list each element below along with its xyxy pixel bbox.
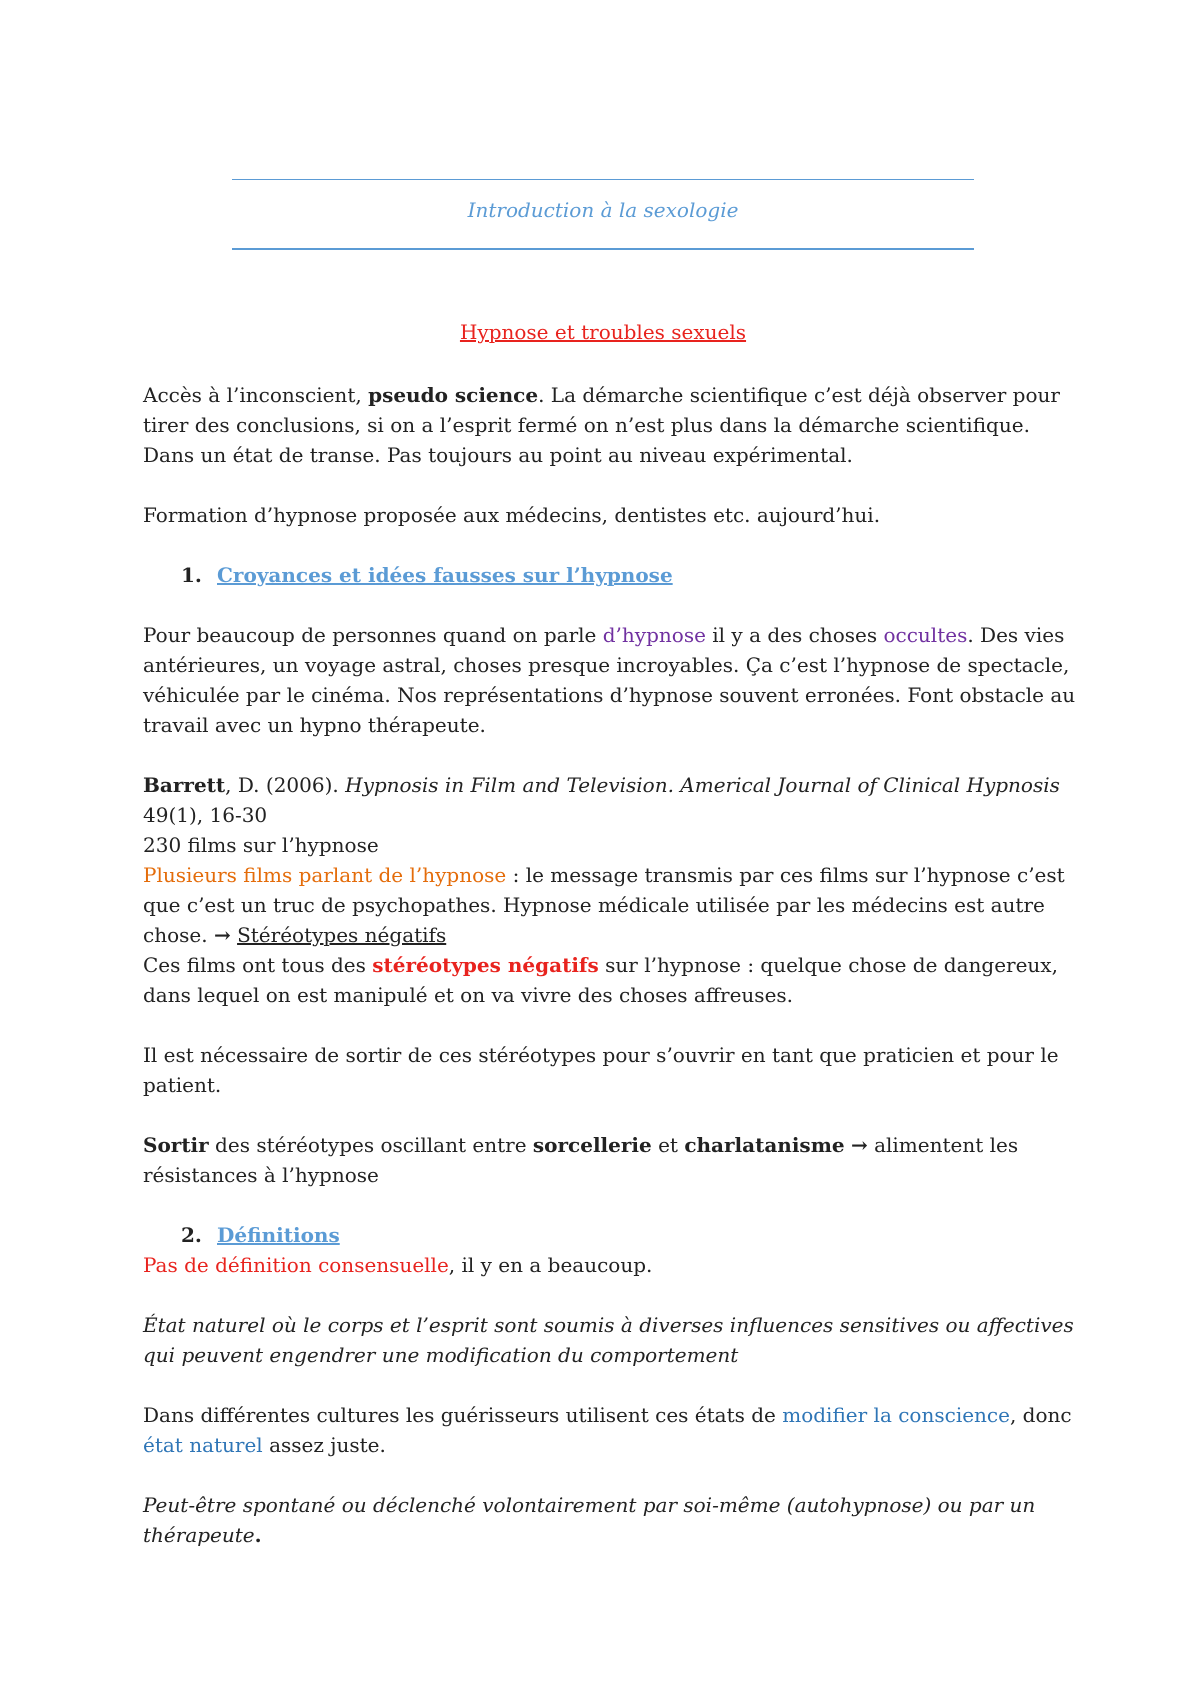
reference-citation: Barrett, D. (2006). Hypnosis in Film and Television. Americal Journal of Clinical Hypnosis <box>143 773 1060 797</box>
heading-label: Croyances et idées fausses sur l’hypnose <box>217 563 673 587</box>
heading-definitions <box>181 1220 1083 1250</box>
header-rule-top <box>232 179 974 180</box>
header-rule-bottom <box>232 248 974 250</box>
transe-paragraph: Dans un état de transe. Pas toujours au point au niveau expérimental. <box>143 443 853 467</box>
plusieurs-paragraph: Plusieurs films parlant de l’hypnose : le message transmis par ces films sur l’hypnose c’est que c’est un truc de psychopathes. Hypnose médicale utilisée par les médecins est autre chose. → Stéréotypes négatifs <box>143 863 1065 947</box>
heading-croyances <box>181 560 1083 590</box>
heading-number: 2. <box>181 1223 202 1247</box>
document-title: Introduction à la sexologie <box>467 198 739 222</box>
pseudo-science-term: pseudo science <box>368 383 539 407</box>
heading-number: 1. <box>181 563 202 587</box>
spontane-paragraph: Peut-être spontané ou déclenché volontairement par soi-même (autohypnose) ou par un thérapeute. <box>143 1493 1036 1547</box>
arrow-right-icon: → <box>213 923 231 947</box>
formation-paragraph: Formation d’hypnose proposée aux médecins, dentistes etc. aujourd’hui. <box>143 503 881 527</box>
etat-naturel-definition: État naturel où le corps et l’esprit sont soumis à diverses influences sensitives ou affectives qui peuvent engendrer une modification du comportement <box>143 1313 1074 1367</box>
reference-volume: 49(1), 16-30 <box>143 803 268 827</box>
cultures-paragraph: Dans différentes cultures les guérisseurs utilisent ces états de modifier la conscience, donc état naturel assez juste. <box>143 1403 1072 1457</box>
document-body <box>143 380 1083 1550</box>
arrow-right-icon: → <box>850 1133 868 1157</box>
heading-label: Définitions <box>217 1223 340 1247</box>
sortir-paragraph: Sortir des stéréotypes oscillant entre sorcellerie et charlatanisme → alimentent les résistances à l’hypnose <box>143 1133 1019 1187</box>
ces-films-paragraph: Ces films ont tous des stéréotypes négatifs sur l’hypnose : quelque chose de dangereux, dans lequel on est manipulé et on va vivre des choses affreuses. <box>143 953 1058 1007</box>
films-count: 230 films sur l’hypnose <box>143 833 379 857</box>
pas-de-definition-paragraph: Pas de définition consensuelle, il y en a beaucoup. <box>143 1253 653 1277</box>
intro-paragraph: Accès à l’inconscient, pseudo science. La démarche scientifique c’est déjà observer pour tirer des conclusions, si on a l’esprit fermé on n’est plus dans la démarche scientifique. <box>143 383 1060 437</box>
section-title: Hypnose et troubles sexuels <box>459 320 747 344</box>
croyances-paragraph: Pour beaucoup de personnes quand on parle d’hypnose il y a des choses occultes. Des vies antérieures, un voyage astral, choses presque incroyables. Ça c’est l’hypnose de spectacle, véhiculée par le cinéma. Nos représentations d’hypnose souvent erronées. Font obstacle au travail avec un hypno thérapeute. <box>143 623 1076 737</box>
necessaire-paragraph: Il est nécessaire de sortir de ces stéréotypes pour s’ouvrir en tant que praticien et pour le patient. <box>143 1043 1059 1097</box>
